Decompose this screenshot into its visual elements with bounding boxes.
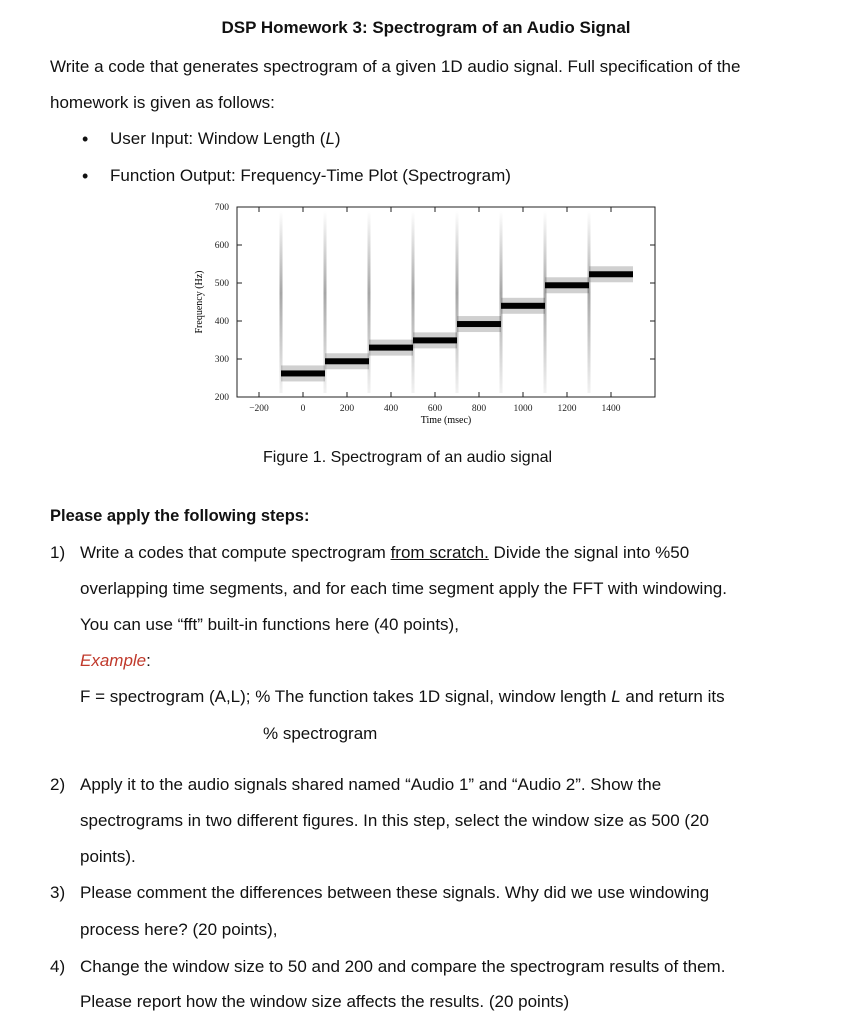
code-line-1-var: L (611, 687, 621, 706)
step-2-line-1: Apply it to the audio signals shared named “Audio 1” and “Audio 2”. Show the (80, 775, 662, 794)
x-tick-label: −200 (249, 404, 269, 414)
step-4-line-2: Please report how the window size affects the results. (20 points) (80, 992, 570, 1011)
band-segment-8 (589, 271, 633, 277)
bullet-dot-icon: • (82, 129, 89, 149)
step-3-line-2: process here? (20 points), (80, 920, 278, 939)
x-tick-label: 1200 (557, 404, 577, 414)
code-line-1-b: and return its (620, 687, 725, 706)
band-segment-7 (545, 282, 589, 288)
step-1-line-3: You can use “fft” built-in functions here (40 points), (80, 615, 459, 634)
example-label (80, 651, 151, 671)
x-axis-label: Time (msec) (420, 415, 472, 426)
example-text: Example (80, 651, 147, 670)
intro-line-2: homework is given as follows: (50, 93, 275, 112)
onset-transient-7 (544, 211, 547, 393)
spectrogram-bands (280, 211, 634, 393)
band-segment-4 (413, 337, 457, 343)
onset-transient-8 (588, 211, 591, 393)
document-title: DSP Homework 3: Spectrogram of an Audio Signal (221, 18, 631, 37)
bullet-dot-icon: • (82, 166, 89, 186)
step-1-line-1-b: Divide the signal into %50 (493, 543, 690, 562)
bullet-2-text: Function Output: Frequency-Time Plot (Spectrogram) (110, 166, 511, 185)
onset-transient-4 (412, 211, 415, 393)
x-tick-label: 0 (300, 404, 306, 414)
intro-line-1: Write a code that generates spectrogram of a given 1D audio signal. Full specification of the (50, 57, 741, 76)
band-segment-1 (281, 370, 325, 376)
y-tick-label: 600 (214, 241, 229, 251)
spectrogram-figure (180, 196, 670, 436)
x-tick-label: 1400 (601, 404, 621, 414)
x-tick-label: 600 (427, 404, 443, 414)
y-tick-label: 500 (214, 279, 229, 289)
code-line-1 (80, 687, 725, 707)
x-tick-label: 200 (339, 404, 355, 414)
band-segment-5 (457, 321, 501, 327)
code-line-2: % spectrogram (263, 724, 378, 743)
step-4-line-1: Change the window size to 50 and 200 and compare the spectrogram results of them. (80, 957, 726, 976)
band-segment-6 (501, 303, 545, 309)
step-4-number: 4) (50, 957, 66, 976)
bullet-2 (82, 166, 511, 187)
onset-transient-5 (456, 211, 459, 393)
figure-caption: Figure 1. Spectrogram of an audio signal (263, 449, 553, 466)
y-axis-label: Frequency (Hz) (194, 270, 205, 334)
x-tick-label: 1000 (513, 404, 533, 414)
example-colon: : (146, 651, 151, 670)
step-1-line-1-a: Write a codes that compute spectrogram (80, 543, 386, 562)
bullet-1-var: L (325, 129, 335, 148)
x-tick-label: 800 (471, 404, 487, 414)
onset-transient-3 (368, 211, 371, 393)
bullet-1 (82, 129, 341, 150)
step-2-line-2: spectrograms in two different figures. In this step, select the window size as 500 (20 (80, 811, 709, 830)
y-tick-label: 200 (214, 393, 229, 403)
steps-heading: Please apply the following steps: (50, 507, 310, 525)
bullet-1-prefix: User Input: Window Length ( (110, 129, 326, 148)
from-scratch-text: from scratch. (390, 543, 489, 562)
y-tick-label: 400 (214, 317, 229, 327)
step-2-number: 2) (50, 775, 66, 794)
step-2-line-3: points). (80, 847, 136, 866)
step-1-line-1 (80, 543, 689, 563)
step-3-line-1: Please comment the differences between these signals. Why did we use windowing (80, 883, 710, 902)
x-tick-label: 400 (383, 404, 399, 414)
band-segment-3 (369, 345, 413, 351)
step-1-number: 1) (50, 543, 66, 562)
y-tick-label: 300 (214, 355, 229, 365)
code-line-1-a: F = spectrogram (A,L); % The function takes 1D signal, window length (80, 687, 612, 706)
step-3-number: 3) (50, 883, 66, 902)
bullet-1-suffix: ) (334, 129, 341, 148)
y-tick-label: 700 (214, 203, 229, 213)
step-1-line-2: overlapping time segments, and for each time segment apply the FFT with windowing. (80, 579, 727, 598)
band-segment-2 (325, 358, 369, 364)
